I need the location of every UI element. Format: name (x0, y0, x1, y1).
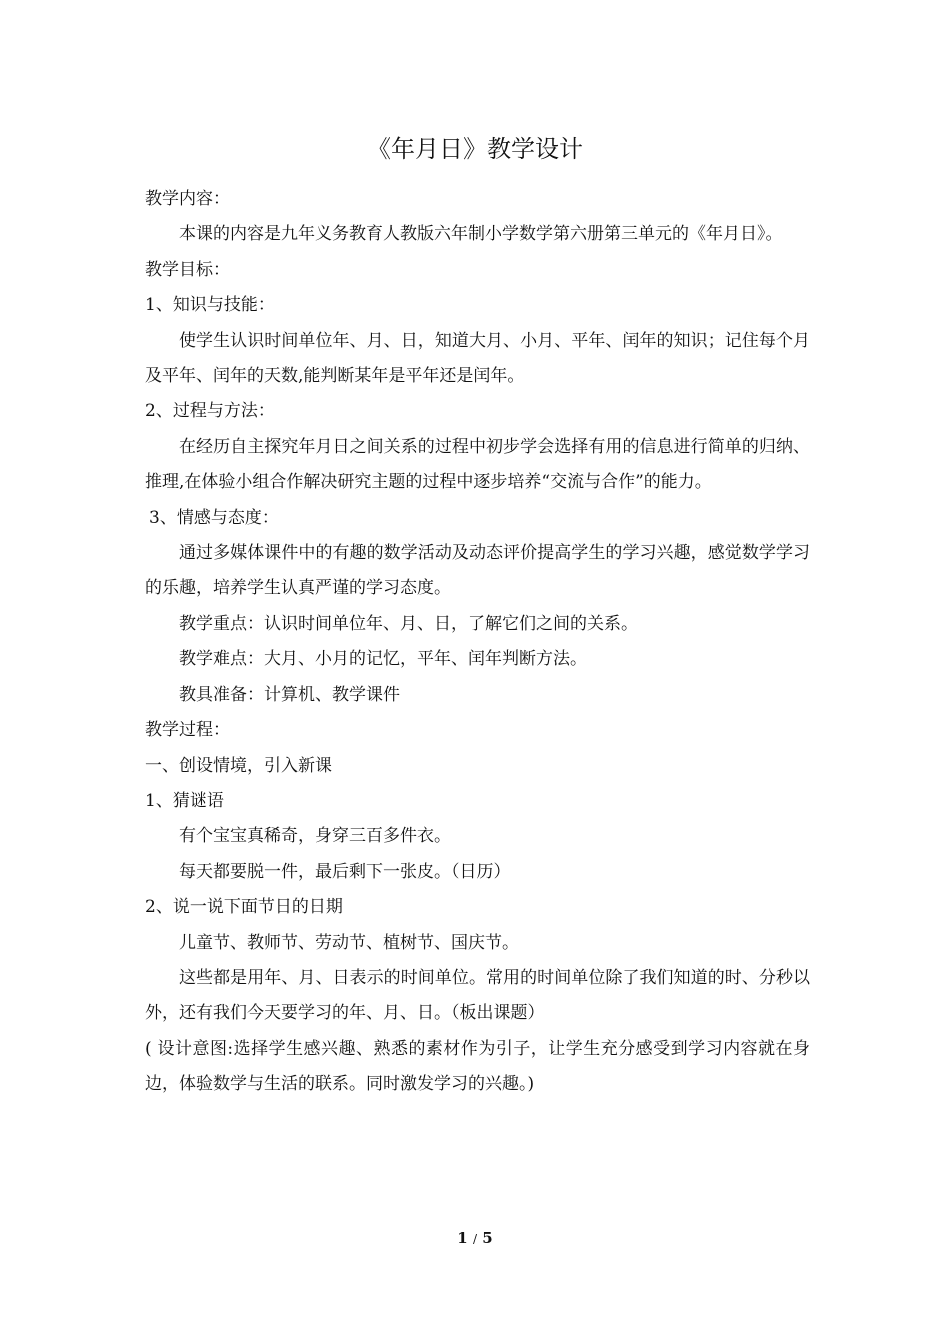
page-separator: / (472, 1232, 478, 1246)
paragraph-process-method: 在经历自主探究年月日之间关系的过程中初步学会选择有用的信息进行简单的归纳、推理,在体验小组合作解决研究主题的过程中逐步培养“交流与合作”的能力。 (145, 436, 810, 493)
heading-emotion-attitude: 3、情感与态度： (149, 507, 279, 528)
heading-riddle: 1、猜谜语 (145, 790, 224, 811)
heading-section-one: 一、创设情境，引入新课 (145, 755, 332, 776)
paragraph-content: 本课的内容是九年义务教育人教版六年制小学数学第六册第三单元的《年月日》。 (179, 224, 783, 245)
document-body (145, 182, 810, 1103)
heading-process-method: 2、过程与方法： (145, 401, 275, 422)
heading-knowledge-skills: 1、知识与技能： (145, 295, 275, 316)
heading-teaching-process: 教学过程： (145, 720, 230, 741)
paragraph-difficulties: 教学难点：大月、小月的记忆，平年、闰年判断方法。 (179, 649, 587, 670)
page-current: 1 (457, 1229, 468, 1247)
paragraph-festivals: 儿童节、教师节、劳动节、植树节、国庆节。 (179, 932, 519, 953)
riddle-line-2: 每天都要脱一件，最后剩下一张皮。（日历） (179, 861, 511, 882)
paragraph-materials: 教具准备：计算机、教学课件 (179, 684, 400, 705)
riddle-line-1: 有个宝宝真稀奇，身穿三百多件衣。 (179, 826, 451, 847)
document-title: 《年月日》教学设计 (367, 135, 583, 163)
paragraph-design-intent: ( 设计意图:选择学生感兴趣、熟悉的素材作为引子，让学生充分感受到学习内容就在身边，体验数学与生活的联系。同时激发学习的兴趣。) (145, 1038, 810, 1095)
paragraph-knowledge-skills: 使学生认识时间单位年、月、日，知道大月、小月、平年、闰年的知识；记住每个月及平年、闰年的天数,能判断某年是平年还是闰年。 (145, 330, 810, 387)
page-total: 5 (482, 1229, 493, 1247)
paragraph-key-points: 教学重点：认识时间单位年、月、日，了解它们之间的关系。 (179, 613, 638, 634)
paragraph-emotion-attitude: 通过多媒体课件中的有趣的数学活动及动态评价提高学生的学习兴趣，感觉数学学习的乐趣，培养学生认真严谨的学习态度。 (145, 543, 810, 599)
heading-festival-dates: 2、说一说下面节日的日期 (145, 897, 343, 918)
heading-teaching-goals: 教学目标： (145, 259, 230, 280)
paragraph-time-units: 这些都是用年、月、日表示的时间单位。常用的时间单位除了我们知道的时、分秒以外，还有我们今天要学习的年、月、日。（板出课题） (145, 967, 810, 1024)
heading-teaching-content: 教学内容： (145, 189, 230, 209)
page-number (0, 1227, 950, 1250)
